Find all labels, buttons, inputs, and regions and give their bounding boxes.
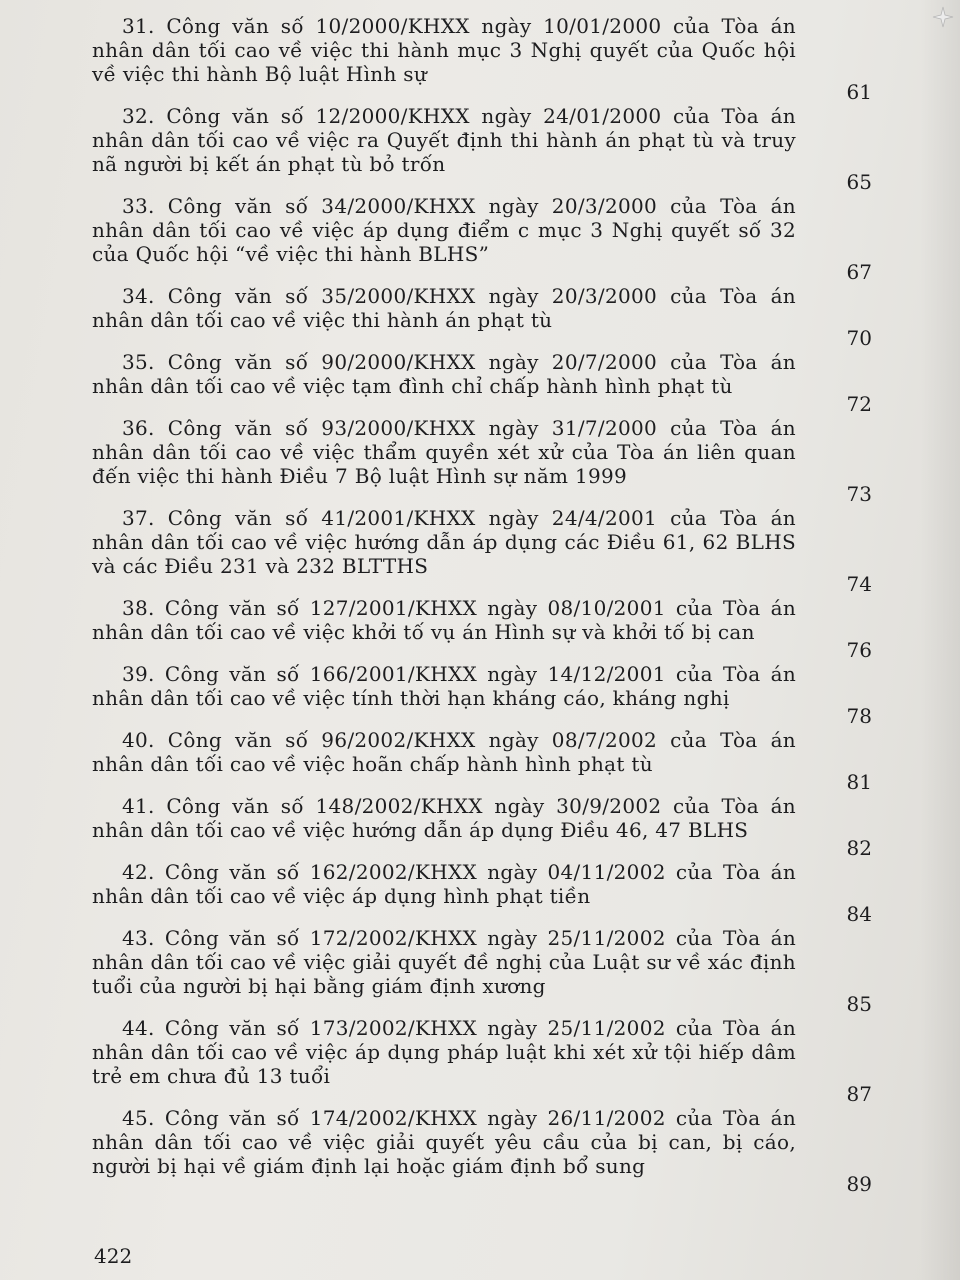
toc-entry-text: 31. Công văn số 10/2000/KHXX ngày 10/01/2000 của Tòa án nhân dân tối cao về việc thi hành mục 3 Nghị quyết của Quốc hội về việc thi hành Bộ luật Hình sự	[92, 14, 796, 86]
toc-entry	[92, 194, 882, 284]
toc-entry-text: 40. Công văn số 96/2002/KHXX ngày 08/7/2002 của Tòa án nhân dân tối cao về việc hoãn chấp hành hình phạt tù	[92, 728, 796, 776]
table-of-contents	[92, 14, 882, 1196]
toc-entry-page: 74	[846, 572, 872, 596]
toc-entry	[92, 596, 882, 662]
toc-entry-page: 70	[846, 326, 872, 350]
toc-entry	[92, 416, 882, 506]
toc-entry-page: 81	[846, 770, 872, 794]
toc-entry-text: 35. Công văn số 90/2000/KHXX ngày 20/7/2000 của Tòa án nhân dân tối cao về việc tạm đình chỉ chấp hành hình phạt tù	[92, 350, 796, 398]
toc-entry	[92, 284, 882, 350]
toc-entry	[92, 350, 882, 416]
toc-entry-text: 45. Công văn số 174/2002/KHXX ngày 26/11/2002 của Tòa án nhân dân tối cao về việc giải quyết yêu cầu của bị can, bị cáo, người bị hại về giám định lại hoặc giám định bổ sung	[92, 1106, 796, 1178]
toc-entry-text: 41. Công văn số 148/2002/KHXX ngày 30/9/2002 của Tòa án nhân dân tối cao về việc hướng dẫn áp dụng Điều 46, 47 BLHS	[92, 794, 796, 842]
toc-entry	[92, 860, 882, 926]
toc-entry	[92, 926, 882, 1016]
toc-entry-text: 34. Công văn số 35/2000/KHXX ngày 20/3/2000 của Tòa án nhân dân tối cao về việc thi hành án phạt tù	[92, 284, 796, 332]
toc-entry-text: 36. Công văn số 93/2000/KHXX ngày 31/7/2000 của Tòa án nhân dân tối cao về việc thẩm quyền xét xử của Tòa án liên quan đến việc thi hành Điều 7 Bộ luật Hình sự năm 1999	[92, 416, 796, 488]
toc-entry-text: 32. Công văn số 12/2000/KHXX ngày 24/01/2000 của Tòa án nhân dân tối cao về việc ra Quyết định thi hành án phạt tù và truy nã người bị kết án phạt tù bỏ trốn	[92, 104, 796, 176]
toc-entry-page: 87	[846, 1082, 872, 1106]
toc-entry	[92, 104, 882, 194]
toc-entry-page: 61	[846, 80, 872, 104]
toc-entry-page: 85	[846, 992, 872, 1016]
toc-entry	[92, 506, 882, 596]
page-shadow	[920, 0, 960, 1280]
toc-entry-text: 38. Công văn số 127/2001/KHXX ngày 08/10/2001 của Tòa án nhân dân tối cao về việc khởi tố vụ án Hình sự và khởi tố bị can	[92, 596, 796, 644]
toc-entry	[92, 14, 882, 104]
toc-entry-text: 42. Công văn số 162/2002/KHXX ngày 04/11/2002 của Tòa án nhân dân tối cao về việc áp dụng hình phạt tiền	[92, 860, 796, 908]
toc-entry-page: 82	[846, 836, 872, 860]
toc-entry	[92, 728, 882, 794]
toc-entry-page: 67	[846, 260, 872, 284]
toc-entry	[92, 794, 882, 860]
toc-entry-page: 65	[846, 170, 872, 194]
toc-entry	[92, 1106, 882, 1196]
toc-entry-page: 78	[846, 704, 872, 728]
toc-entry-text: 37. Công văn số 41/2001/KHXX ngày 24/4/2001 của Tòa án nhân dân tối cao về việc hướng dẫn áp dụng các Điều 61, 62 BLHS và các Điều 231 và 232 BLTTHS	[92, 506, 796, 578]
toc-entry-page: 73	[846, 482, 872, 506]
toc-entry	[92, 662, 882, 728]
toc-entry-text: 39. Công văn số 166/2001/KHXX ngày 14/12/2001 của Tòa án nhân dân tối cao về việc tính thời hạn kháng cáo, kháng nghị	[92, 662, 796, 710]
toc-entry-page: 72	[846, 392, 872, 416]
toc-entry-page: 76	[846, 638, 872, 662]
toc-entry-text: 43. Công văn số 172/2002/KHXX ngày 25/11/2002 của Tòa án nhân dân tối cao về việc giải quyết đề nghị của Luật sư về xác định tuổi của người bị hại bằng giám định xương	[92, 926, 796, 998]
toc-entry-text: 33. Công văn số 34/2000/KHXX ngày 20/3/2000 của Tòa án nhân dân tối cao về việc áp dụng điểm c mục 3 Nghị quyết số 32 của Quốc hội “về việc thi hành BLHS”	[92, 194, 796, 266]
toc-entry-text: 44. Công văn số 173/2002/KHXX ngày 25/11/2002 của Tòa án nhân dân tối cao về việc áp dụng pháp luật khi xét xử tội hiếp dâm trẻ em chưa đủ 13 tuổi	[92, 1016, 796, 1088]
toc-entry-page: 84	[846, 902, 872, 926]
sparkle-icon	[932, 6, 954, 28]
page-number: 422	[94, 1244, 133, 1268]
toc-entry	[92, 1016, 882, 1106]
toc-entry-page: 89	[846, 1172, 872, 1196]
